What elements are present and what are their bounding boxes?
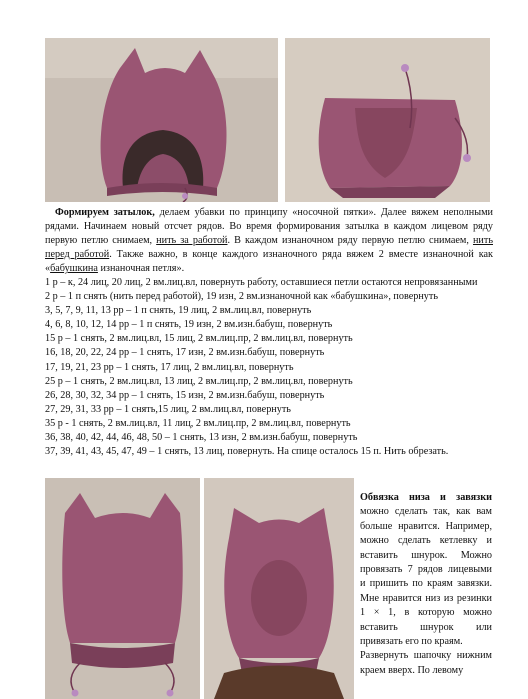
intro-text: изнаночная петля». (97, 263, 185, 275)
row-instruction: 36, 38, 40, 42, 44, 46, 48, 50 – 1 снять, 13 изн, 2 вм.изн.бабуш, повернуть (45, 431, 358, 443)
row-instruction: 4, 6, 8, 10, 12, 14 рр – 1 п снять, 19 изн, 2 вм.изн.бабуш, повернуть (45, 319, 333, 331)
photo-hat-front (45, 478, 200, 699)
row-instruction: 25 р – 1 снять, 2 вм.лиц.вл, 13 лиц, 2 вм.лиц.пр, 2 вм.лиц.вл, повернуть (45, 375, 353, 387)
photo-hat-flat (285, 38, 490, 202)
side-paragraph (360, 491, 492, 678)
row-instruction: 35 р - 1 снять, 2 вм.лиц.вл, 11 лиц, 2 вм.лиц.пр, 2 вм.лиц.вл, повернуть (45, 417, 351, 429)
intro-text: . Также важно, в конце каждого изнаночного ряда вяжем 2 вместе изнаночной как « (45, 249, 494, 275)
intro-underline: нить за работой (156, 235, 228, 247)
side-title: Обвязка низа и завязки (360, 492, 492, 503)
row-instruction: 37, 39, 41, 43, 45, 47, 49 – 1 снять, 13 лиц, повернуть. На спице осталось 15 п. Нить обрезать. (45, 445, 449, 457)
row-instruction: 16, 18, 20, 22, 24 рр – 1 снять, 17 изн, 2 вм.изн.бабуш, повернуть (45, 347, 325, 359)
row-instruction: 3, 5, 7, 9, 11, 13 рр – 1 п снять, 19 лиц, 2 вм.лиц.вл, повернуть (45, 305, 312, 317)
photo-hat-back-shaping (45, 38, 278, 202)
row-instruction: 1 р – к, 24 лиц, 20 лиц, 2 вм.лиц.вл, повернуть работу, оставшиеся петли остаются непровязанными (45, 277, 478, 289)
side-paragraph-1 (360, 491, 492, 649)
photo-hat-on-doll (204, 478, 354, 699)
instructions-block (45, 206, 493, 459)
intro-underline: нить перед работой (45, 235, 493, 261)
intro-text: делаем убавки по принципу «носочной пятки». Далее вяжем неполными рядами. Начинаем новый отсчет рядов. Во время формирования затылка в каждом лицевом ряду первую петлю снимаем, (45, 207, 494, 247)
intro-paragraph (45, 206, 493, 276)
intro-underline: бабушкина (50, 263, 98, 275)
side-paragraph-2: Развернуть шапочку нижним краем вверх. По левому (360, 650, 492, 676)
intro-title: Формируем затылок, (55, 207, 155, 218)
side-body: можно сделать так, как вам больше нравится. Например, можно сделать кетлевку и вставить шнурок. Можно провязать 7 рядов лицевыми и пришить по краям завязки. Мне нравится низ из резинки 1 × 1, в которую можно вставить шнурок или привязать его по краям. (360, 506, 492, 648)
row-instruction: 27, 29, 31, 33 рр – 1 снять,15 лиц, 2 вм.лиц.вл, повернуть (45, 403, 291, 415)
row-instruction: 26, 28, 30, 32, 34 рр – 1 снять, 15 изн, 2 вм.изн.бабуш, повернуть (45, 389, 325, 401)
row-instruction: 15 р – 1 снять, 2 вм.лиц.вл, 15 лиц, 2 вм.лиц.пр, 2 вм.лиц.вл, повернуть (45, 333, 353, 345)
intro-text: . В каждом изнаночном ряду первую петлю снимаем, (227, 235, 473, 247)
row-instruction: 2 р – 1 п снять (нить перед работой), 19 изн, 2 вм.изнаночной как «бабушкина», повернуть (45, 291, 438, 303)
row-instruction: 17, 19, 21, 23 рр – 1 снять, 17 лиц, 2 вм.лиц.вл, повернуть (45, 361, 294, 373)
